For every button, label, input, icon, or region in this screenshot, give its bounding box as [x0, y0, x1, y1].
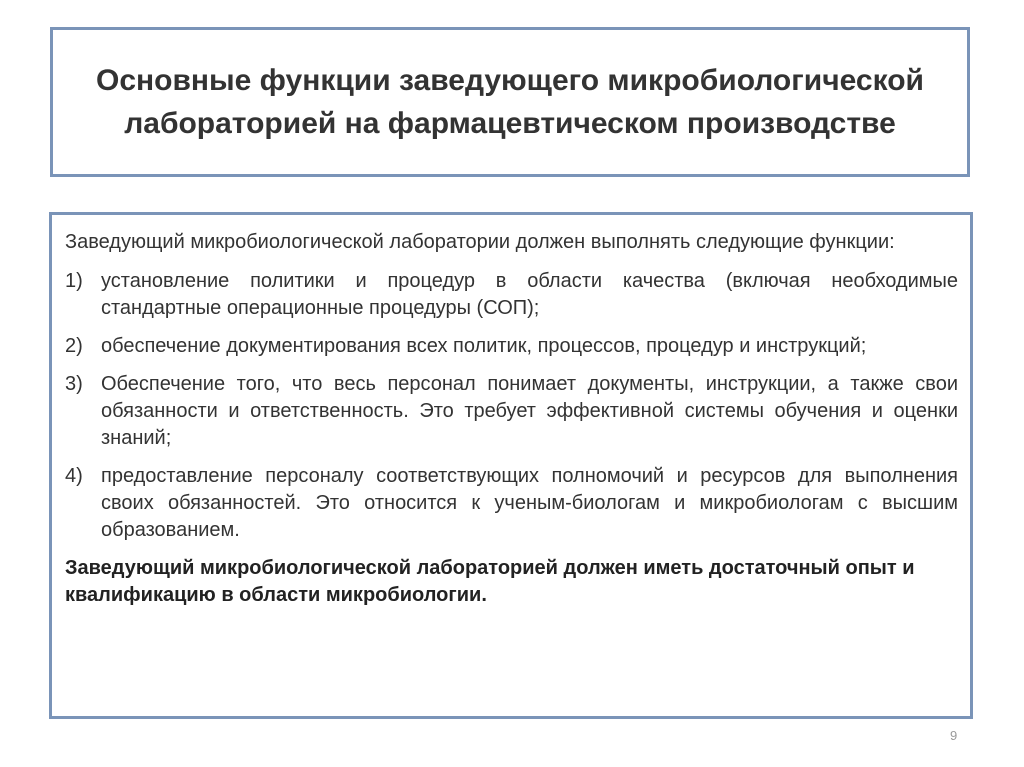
content-box	[49, 212, 973, 719]
list-item	[65, 268, 958, 322]
list-item-number: 1)	[65, 270, 83, 292]
list-item	[65, 371, 958, 452]
list-item-number: 2)	[65, 335, 83, 357]
functions-list	[65, 268, 958, 544]
list-item-number: 3)	[65, 373, 83, 395]
list-item-text: Обеспечение того, что весь персонал понимает документы, инструкции, а также свои обязанности и ответственность. Это требует эффективной системы обучения и оценки знаний;	[101, 373, 958, 449]
list-item-text: установление политики и процедур в области качества (включая необходимые стандартные операционные процедуры (СОП);	[101, 270, 958, 319]
page-number: 9	[950, 728, 958, 743]
list-item-text: предоставление персоналу соответствующих полномочий и ресурсов для выполнения своих обязанностей. Это относится к ученым-биологам и микробиологам с высшим образованием.	[101, 465, 958, 541]
list-item	[65, 333, 958, 360]
slide-title: Основные функции заведующего микробиологической лабораторией на фармацевтическом производстве	[96, 64, 924, 140]
list-item-text: обеспечение документирования всех политик, процессов, процедур и инструкций;	[101, 335, 867, 357]
conclusion-paragraph: Заведующий микробиологической лабораторией должен иметь достаточный опыт и квалификацию в области микробиологии.	[65, 557, 915, 606]
list-item-number: 4)	[65, 465, 83, 487]
list-item	[65, 463, 958, 544]
title-box	[50, 27, 970, 177]
intro-paragraph: Заведующий микробиологической лаборатории должен выполнять следующие функции:	[65, 231, 895, 253]
